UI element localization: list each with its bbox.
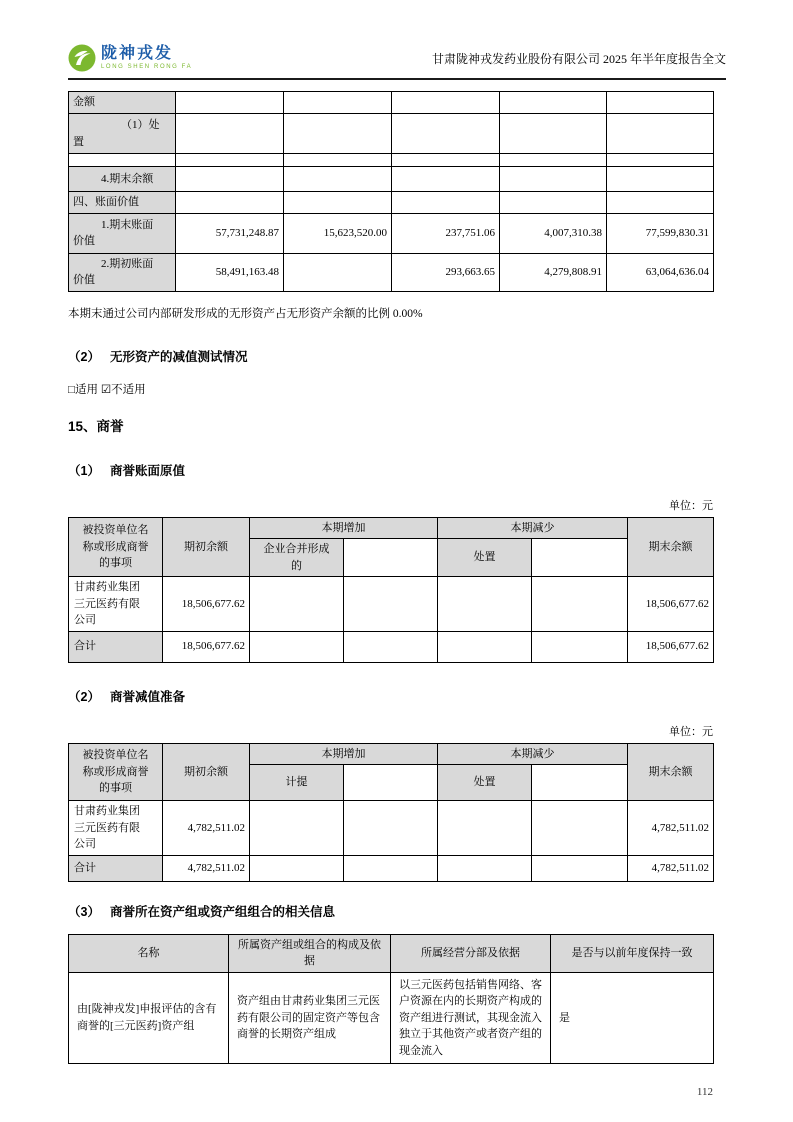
cell-empty xyxy=(176,92,284,114)
header-rule xyxy=(68,78,726,80)
unit-label: 单位：元 xyxy=(669,499,713,512)
col-header-consistency-prior-years: 是否与以前年度保持一致 xyxy=(551,934,714,972)
cell-empty xyxy=(284,167,392,192)
cell-empty xyxy=(176,167,284,192)
col-header-decrease: 本期减少 xyxy=(438,743,628,765)
col-header-decrease-disposal: 处置 xyxy=(438,539,532,577)
applicability-checkboxes: □适用 ☑不适用 xyxy=(68,383,146,396)
table-row xyxy=(69,577,714,632)
heading-goodwill-asset-group xyxy=(68,902,713,920)
row-label: 四、账面价值 xyxy=(69,192,176,214)
cell-empty xyxy=(250,801,344,856)
closing-balance-total: 4,782,511.02 xyxy=(628,855,714,881)
document-title: 甘肃陇神戎发药业股份有限公司 2025 年半年度报告全文 xyxy=(431,51,726,66)
cell-empty xyxy=(392,92,500,114)
cell-empty xyxy=(284,154,392,167)
cell-empty xyxy=(438,577,532,632)
table-row xyxy=(69,213,714,253)
row-label: 1.期末账面价值 xyxy=(69,213,176,253)
cell-empty xyxy=(607,154,714,167)
cell-empty xyxy=(500,167,607,192)
cell-empty xyxy=(607,114,714,154)
goodwill-impairment-provision-table xyxy=(68,743,714,882)
opening-balance-total: 18,506,677.62 xyxy=(163,631,250,662)
cell-empty xyxy=(250,855,344,881)
cell-empty xyxy=(607,92,714,114)
closing-book-value: 77,599,830.31 xyxy=(607,213,714,253)
cell-empty xyxy=(532,631,628,662)
investee-name: 甘肃药业集团三元医药有限公司 xyxy=(69,577,163,632)
closing-book-value: 237,751.06 xyxy=(392,213,500,253)
internal-rnd-ratio-note: 本期末通过公司内部研发形成的无形资产占无形资产余额的比例 0.00% xyxy=(68,307,423,320)
col-header-decrease: 本期减少 xyxy=(438,517,628,539)
table-header-row xyxy=(69,517,714,539)
cell-empty xyxy=(500,154,607,167)
col-header-increase-accrual: 计提 xyxy=(250,765,344,801)
cell-empty xyxy=(284,92,392,114)
table-row xyxy=(69,167,714,192)
cell-empty xyxy=(532,855,628,881)
cell-empty xyxy=(176,192,284,214)
opening-balance-total: 4,782,511.02 xyxy=(163,855,250,881)
col-header-decrease-other xyxy=(532,765,628,801)
asset-group-name: 由[陇神戎发]申报评估的含有商誉的[三元医药]资产组 xyxy=(69,972,229,1064)
cell-empty xyxy=(532,801,628,856)
goodwill-asset-group-table xyxy=(68,934,714,1065)
table-row xyxy=(69,192,714,214)
total-row xyxy=(69,631,714,662)
company-logo xyxy=(68,44,192,72)
unit-label: 单位：元 xyxy=(669,725,713,738)
opening-book-value: 63,064,636.04 xyxy=(607,253,714,291)
col-header-investee: 被投资单位名称或形成商誉的事项 xyxy=(69,743,163,801)
table-row xyxy=(69,253,714,291)
closing-balance: 18,506,677.62 xyxy=(628,577,714,632)
closing-balance-total: 18,506,677.62 xyxy=(628,631,714,662)
col-header-investee: 被投资单位名称或形成商誉的事项 xyxy=(69,517,163,577)
table-row xyxy=(69,801,714,856)
col-header-increase: 本期增加 xyxy=(250,743,438,765)
heading-text: 商誉所在资产组或资产组组合的相关信息 xyxy=(109,904,335,919)
closing-balance: 4,782,511.02 xyxy=(628,801,714,856)
opening-book-value: 4,279,808.91 xyxy=(500,253,607,291)
cell-empty xyxy=(392,192,500,214)
cell-empty xyxy=(438,855,532,881)
col-header-increase-business-combination: 企业合并形成的 xyxy=(250,539,344,577)
cell-empty xyxy=(392,114,500,154)
cell-empty xyxy=(344,631,438,662)
goodwill-original-value-table xyxy=(68,517,714,663)
heading-text: 无形资产的减值测试情况 xyxy=(109,349,248,364)
heading-impairment-test xyxy=(68,347,713,365)
row-label: （1）处置 xyxy=(69,114,176,154)
heading-number: （2） xyxy=(68,689,100,704)
col-header-name: 名称 xyxy=(69,934,229,972)
col-header-increase-other xyxy=(344,765,438,801)
logo-bird-icon xyxy=(68,44,96,72)
col-header-closing-balance: 期末余额 xyxy=(628,743,714,801)
investee-name: 甘肃药业集团三元医药有限公司 xyxy=(69,801,163,856)
col-header-increase: 本期增加 xyxy=(250,517,438,539)
logo-wordmark xyxy=(101,46,192,70)
intangible-assets-carryover-table xyxy=(68,91,714,292)
page-number: 112 xyxy=(696,1086,713,1098)
cell-empty xyxy=(607,192,714,214)
asset-group-composition: 资产组由甘肃药业集团三元医药有限公司的固定资产等包含商誉的长期资产组成 xyxy=(229,972,391,1064)
table-header-row xyxy=(69,934,714,972)
col-header-opening-balance: 期初余额 xyxy=(163,517,250,577)
closing-book-value: 15,623,520.00 xyxy=(284,213,392,253)
heading-number: （3） xyxy=(68,904,100,919)
opening-book-value: 293,663.65 xyxy=(392,253,500,291)
opening-book-value xyxy=(284,253,392,291)
row-label xyxy=(69,154,176,167)
total-label: 合计 xyxy=(69,855,163,881)
col-header-closing-balance: 期末余额 xyxy=(628,517,714,577)
closing-book-value: 57,731,248.87 xyxy=(176,213,284,253)
row-label: 2.期初账面价值 xyxy=(69,253,176,291)
cell-empty xyxy=(500,92,607,114)
col-header-increase-other xyxy=(344,539,438,577)
col-header-decrease-other xyxy=(532,539,628,577)
heading-text: 商誉减值准备 xyxy=(109,689,185,704)
total-row xyxy=(69,855,714,881)
table-row xyxy=(69,154,714,167)
operating-segment-basis: 以三元医药包括销售网络、客户资源在内的长期资产构成的资产组进行测试，其现金流入独立于其他资产或者资产组的现金流入 xyxy=(391,972,551,1064)
cell-empty xyxy=(392,154,500,167)
table-row xyxy=(69,92,714,114)
col-header-opening-balance: 期初余额 xyxy=(163,743,250,801)
col-header-decrease-disposal: 处置 xyxy=(438,765,532,801)
heading-goodwill-original-value xyxy=(68,461,713,479)
cell-empty xyxy=(392,167,500,192)
opening-book-value: 58,491,163.48 xyxy=(176,253,284,291)
cell-empty xyxy=(532,577,628,632)
cell-empty xyxy=(438,801,532,856)
cell-empty xyxy=(284,114,392,154)
cell-empty xyxy=(607,167,714,192)
cell-empty xyxy=(438,631,532,662)
page-header xyxy=(68,0,726,72)
cell-empty xyxy=(500,192,607,214)
cell-empty xyxy=(250,631,344,662)
cell-empty xyxy=(284,192,392,214)
cell-empty xyxy=(250,577,344,632)
cell-empty xyxy=(176,154,284,167)
heading-text: 商誉账面原值 xyxy=(109,463,185,478)
cell-empty xyxy=(344,801,438,856)
total-label: 合计 xyxy=(69,631,163,662)
table-header-row xyxy=(69,743,714,765)
heading-goodwill-impairment-provision xyxy=(68,687,713,705)
opening-balance: 4,782,511.02 xyxy=(163,801,250,856)
heading-number: （1） xyxy=(68,463,100,478)
cell-empty xyxy=(176,114,284,154)
col-header-asset-group-composition: 所属资产组或组合的构成及依据 xyxy=(229,934,391,972)
consistency-answer: 是 xyxy=(551,972,714,1064)
logo-chinese-name: 陇神戎发 xyxy=(101,45,174,62)
cell-empty xyxy=(344,577,438,632)
row-label: 4.期末余额 xyxy=(69,167,176,192)
cell-empty xyxy=(500,114,607,154)
heading-number: （2） xyxy=(68,349,100,364)
cell-empty xyxy=(344,855,438,881)
row-label: 金额 xyxy=(69,92,176,114)
page-content xyxy=(68,91,713,1098)
col-header-operating-segment: 所属经营分部及依据 xyxy=(391,934,551,972)
table-row xyxy=(69,972,714,1064)
heading-goodwill: 15、商誉 xyxy=(68,418,124,434)
closing-book-value: 4,007,310.38 xyxy=(500,213,607,253)
table-row xyxy=(69,114,714,154)
logo-english-name: LONG SHEN RONG FA xyxy=(101,64,193,70)
opening-balance: 18,506,677.62 xyxy=(163,577,250,632)
